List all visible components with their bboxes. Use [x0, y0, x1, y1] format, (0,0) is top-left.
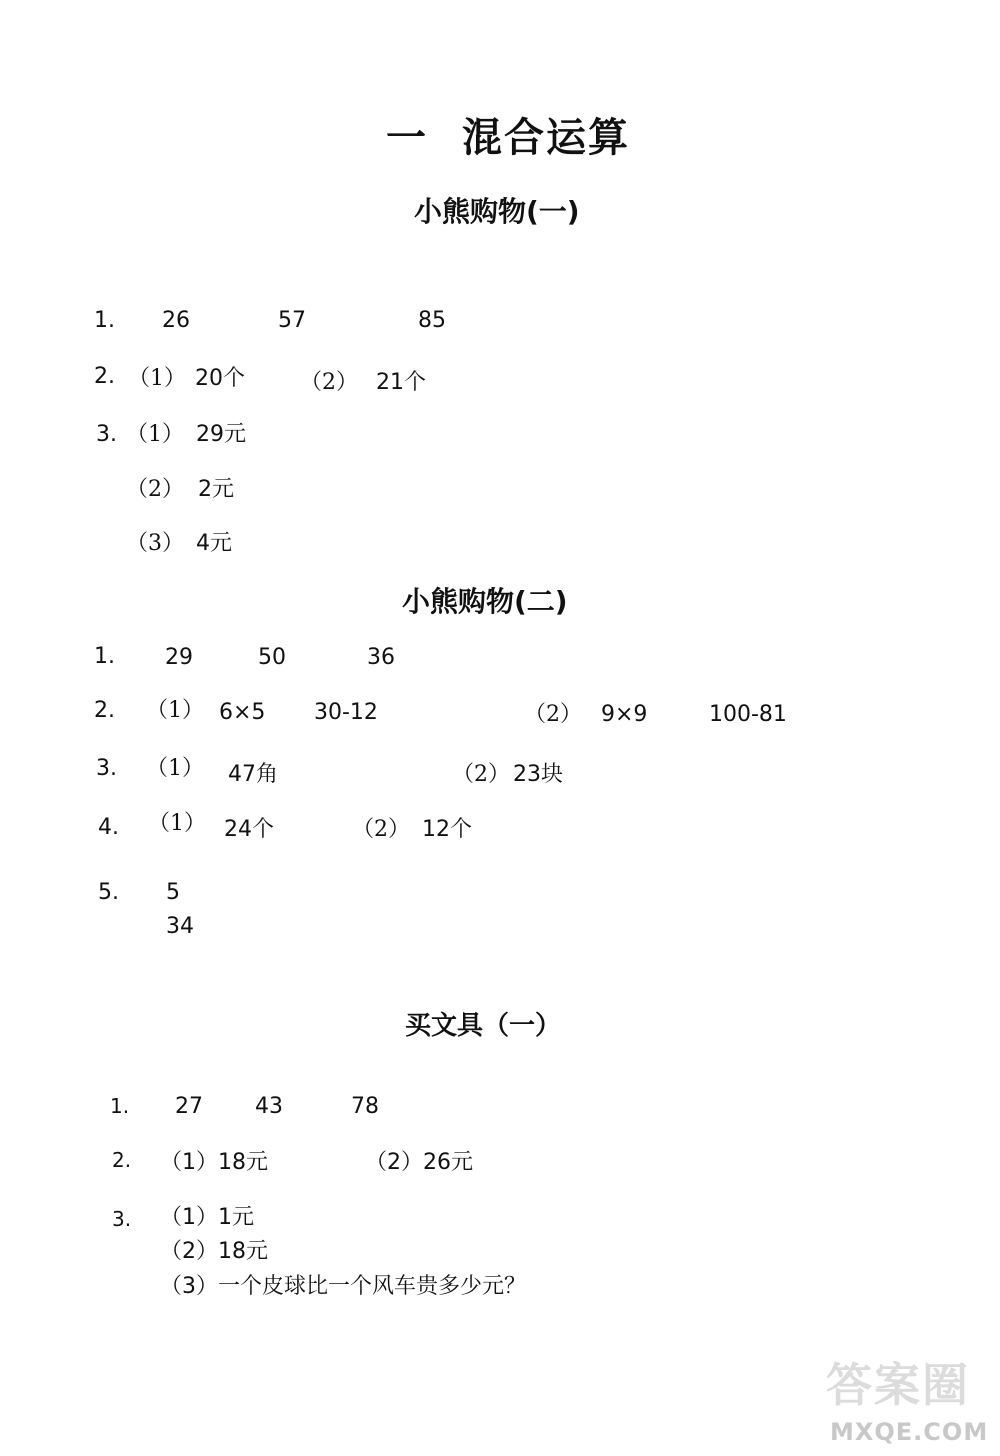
item-number: 1.	[94, 644, 115, 669]
answer-value: 30-12	[314, 700, 378, 725]
item-number: 2.	[94, 698, 115, 723]
answer-value: 4元	[196, 531, 232, 556]
sub-label: （2）	[126, 477, 184, 502]
answer-value: 78	[351, 1094, 379, 1119]
sub-label: （3）	[126, 531, 184, 556]
answer-value: 85	[418, 308, 446, 333]
sub-label: （1）	[148, 811, 206, 836]
answer-value: 6×5	[219, 700, 266, 725]
answer-value: 50	[258, 645, 286, 670]
answer-line: （2）18元	[160, 1239, 268, 1264]
answer-line: （1）18元	[160, 1150, 268, 1175]
sub-label: （1）	[126, 422, 184, 447]
chapter-index: 一	[386, 114, 428, 161]
answer-value: 21个	[376, 370, 426, 395]
answer-value: 57	[278, 308, 306, 333]
answer-value: 29	[165, 645, 193, 670]
answer-value: 24个	[224, 817, 274, 842]
sub-label: （2）	[452, 762, 510, 787]
answer-value: 43	[255, 1094, 283, 1119]
section-title-3: 买文具（一）	[405, 1011, 562, 1041]
sub-label: （2）	[524, 702, 582, 727]
answer-value: 12个	[422, 817, 472, 842]
answer-value: 26	[162, 308, 190, 333]
item-number: 1.	[94, 308, 115, 333]
item-number: 3.	[96, 422, 117, 447]
answer-value: 47角	[228, 762, 278, 787]
answer-value: 2元	[198, 477, 234, 502]
item-number: 2.	[112, 1148, 132, 1172]
item-number: 3.	[96, 756, 117, 781]
item-number: 3.	[112, 1207, 132, 1231]
watermark-logo-text: 答案圈	[826, 1358, 970, 1412]
answer-value: 36	[367, 645, 395, 670]
answer-line: （2）26元	[365, 1150, 473, 1175]
answer-line: （1）1元	[160, 1205, 254, 1230]
item-number: 5.	[98, 880, 119, 905]
sub-label: （1）	[128, 366, 186, 391]
answer-value: 27	[175, 1094, 203, 1119]
answer-line: （3）一个皮球比一个风车贵多少元？	[160, 1274, 526, 1299]
watermark-logo	[826, 1358, 996, 1452]
item-number: 4.	[98, 815, 119, 840]
answer-value: 9×9	[601, 702, 648, 727]
chapter-title: 混合运算	[462, 114, 630, 161]
answer-value: 23块	[513, 762, 563, 787]
sub-label: （2）	[352, 817, 410, 842]
sub-label: （1）	[146, 756, 204, 781]
answer-value: 5	[166, 880, 180, 905]
answer-value: 100-81	[709, 702, 787, 727]
item-number: 1.	[110, 1094, 130, 1118]
answer-value: 34	[166, 914, 194, 939]
item-number: 2.	[94, 364, 115, 389]
section-title-2: 小熊购物(二)	[402, 585, 568, 618]
sub-label: （2）	[300, 370, 358, 395]
answer-value: 29元	[196, 422, 246, 447]
watermark-site-text: MXQE.COM	[830, 1418, 989, 1446]
sub-label: （1）	[146, 698, 204, 723]
section-title-1: 小熊购物(一)	[414, 195, 580, 228]
answer-value: 20个	[195, 366, 245, 391]
